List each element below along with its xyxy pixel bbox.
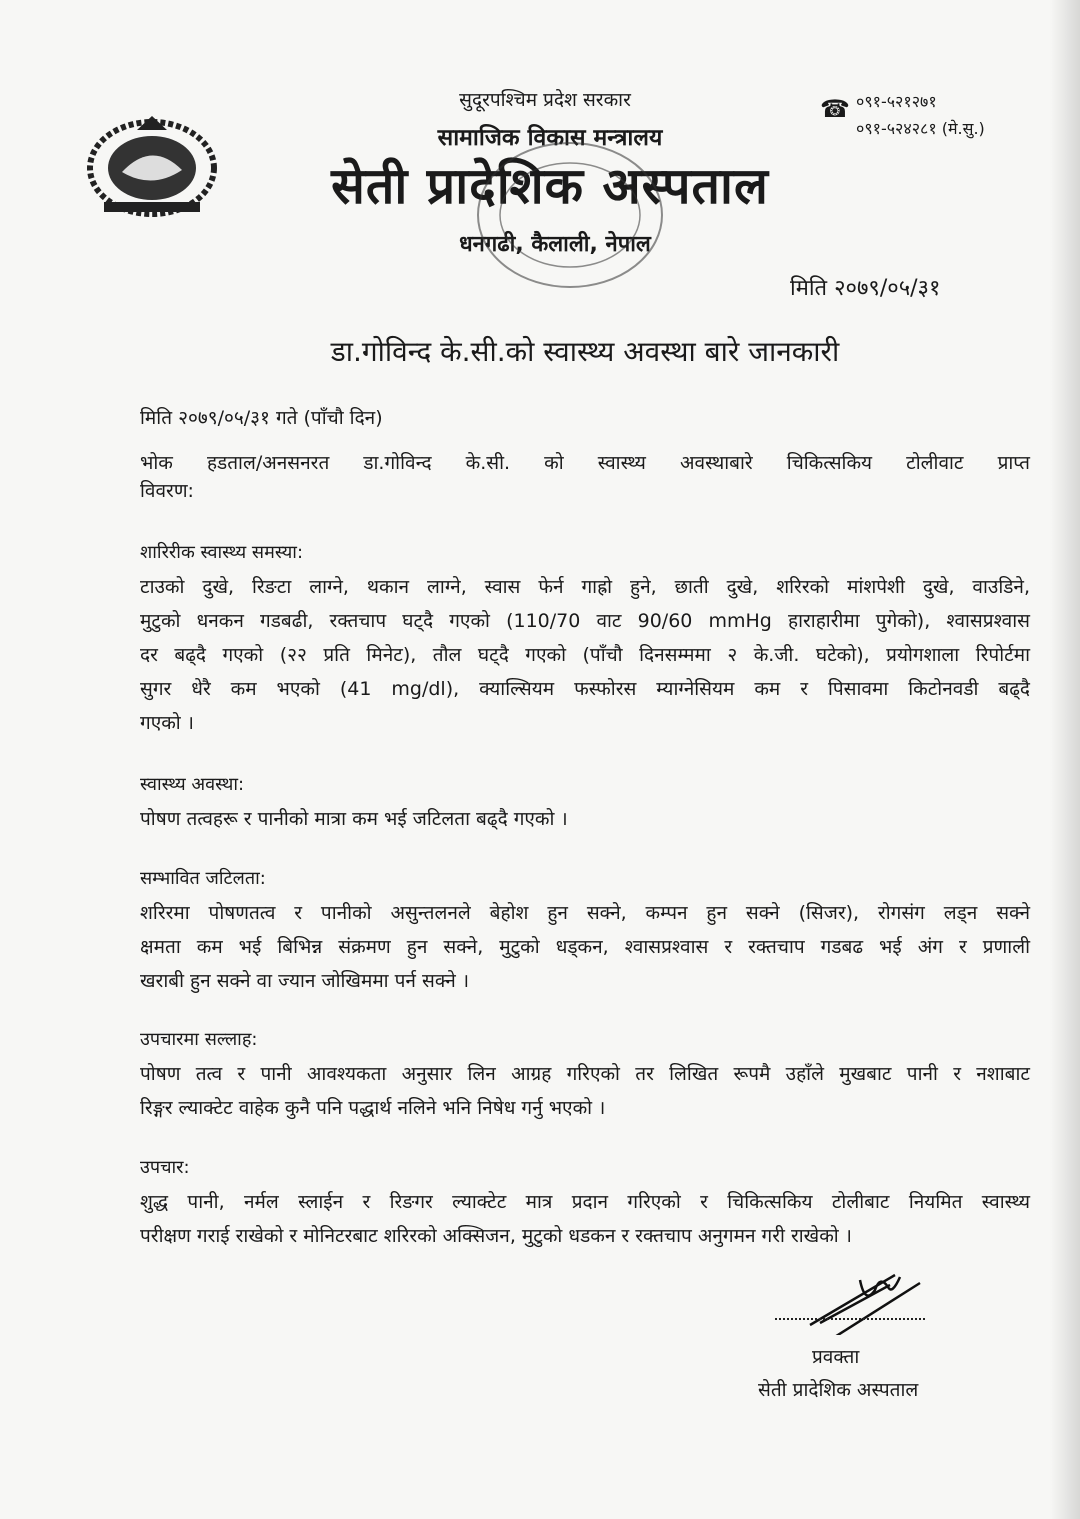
signatory-role: प्रवक्ता — [812, 1346, 860, 1368]
paragraph-line: शरिरमा पोषणतत्व र पानीको असुन्तलनले बेहोश हुन सक्ने, कम्पन हुन सक्ने (सिजर), रोगसंग लड्न सक्ने — [140, 902, 1030, 924]
paragraph-line: भोक हडताल/अनसनरत डा.गोविन्द के.सी. को स्वास्थ्य अवस्थाबारे चिकित्सकिय टोलीवाट प्राप्त — [140, 452, 1030, 474]
handwritten-signature — [800, 1265, 930, 1335]
paragraph-line: विवरण: — [140, 480, 194, 502]
paragraph-line: पोषण तत्व र पानी आवश्यकता अनुसार लिन आग्रह गरिएको तर लिखित रूपमै उहाँले मुखबाट पानी र नशाबाट — [140, 1063, 1030, 1085]
hospital-stamp — [470, 135, 670, 295]
paragraph-line: खराबी हुन सक्ने वा ज्यान जोखिममा पर्न सक्ने । — [140, 970, 470, 992]
paragraph-line: मुटुको धनकन गडबढी, रक्तचाप घट्दै गएको (110/70 वाट 90/60 mmHg हाराहारीमा पुगेको), श्वासप्रश्वास — [140, 610, 1030, 632]
paragraph-line: दर बढ्दै गएको (२२ प्रति मिनेट), तौल घट्दै गएको (पाँचौ दिनसम्ममा २ के.जी. घटेको), प्रयोगशाला रिपोर्टमा — [140, 644, 1030, 666]
phone-number: ०९१-५२१२७१ — [856, 92, 937, 111]
paragraph-line: पोषण तत्वहरू र पानीको मात्रा कम भई जटिलता बढ्दै गएको । — [140, 808, 568, 830]
date-line: मिति २०७९/०५/३१ गते (पाँचौ दिन) — [140, 407, 383, 429]
section-possible-complications — [140, 862, 1030, 998]
section-treatment-advice — [140, 1023, 1030, 1125]
section-heading: उपचार: — [140, 1157, 190, 1178]
government-name: सुदूरपश्चिम प्रदेश सरकार — [459, 89, 631, 111]
date-line-block — [140, 401, 1030, 435]
section-heading: सम्भावित जटिलता: — [140, 868, 266, 889]
signature-line — [775, 1318, 925, 1320]
section-heading: शारिरीक स्वास्थ्य समस्या: — [140, 542, 304, 563]
paragraph-line: शुद्ध पानी, नर्मल स्लाईन र रिङगर ल्याक्टेट मात्र प्रदान गरिएको र चिकित्सकिय टोलीबाट नियमित स्वास्थ्य — [140, 1191, 1030, 1213]
paragraph-line: टाउको दुखे, रिङटा लाग्ने, थकान लाग्ने, स्वास फेर्न गाह्रो हुने, छाती दुखे, शरिरको मांशपेशी दुखे, वाउडिने, — [140, 576, 1030, 598]
letter-date: मिति २०७९/०५/३१ — [790, 276, 941, 301]
paragraph-line: सुगर धेरै कम भएको (41 mg/dl), क्याल्सियम फस्फोरस म्याग्नेसियम कम र पिसावमा किटोनवडी बढ्दै — [140, 678, 1030, 700]
signatory-organization: सेती प्रादेशिक अस्पताल — [758, 1379, 919, 1401]
section-physical-problems — [140, 536, 1030, 740]
hospital-address: धनगढी, कैलाली, नेपाल — [459, 232, 651, 257]
paragraph-line: गएको । — [140, 712, 194, 734]
telephone-icon: ☎ — [820, 95, 850, 123]
paragraph-line: रिङ्गर ल्याक्टेट वाहेक कुनै पनि पद्धार्थ नलिने भनि निषेध गर्नु भएको । — [140, 1097, 606, 1119]
phone-number: ०९१-५२४२८१ (मे.सु.) — [856, 119, 985, 138]
section-health-status — [140, 768, 1030, 836]
intro-paragraph — [140, 446, 1030, 508]
section-heading: उपचारमा सल्लाह: — [140, 1029, 258, 1050]
paragraph-line: परीक्षण गराई राखेको र मोनिटरबाट शरिरको अक्सिजन, मुटुको धडकन र रक्तचाप अनुगमन गरी राखेको । — [140, 1225, 852, 1247]
ministry-name: सामाजिक विकास मन्त्रालय — [437, 125, 663, 151]
paragraph-line: क्षमता कम भई बिभिन्न संक्रमण हुन सक्ने, मुटुको धड्कन, श्वासप्रश्वास र रक्तचाप गडबढ भई अंग र प्रणाली — [140, 936, 1030, 958]
section-treatment — [140, 1151, 1030, 1253]
phone-block — [820, 88, 985, 142]
section-heading: स्वास्थ्य अवस्था: — [140, 774, 245, 795]
document-title: डा.गोविन्द के.सी.को स्वास्थ्य अवस्था बारे जानकारी — [330, 335, 840, 368]
hospital-name: सेती प्रादेशिक अस्पताल — [331, 157, 769, 215]
